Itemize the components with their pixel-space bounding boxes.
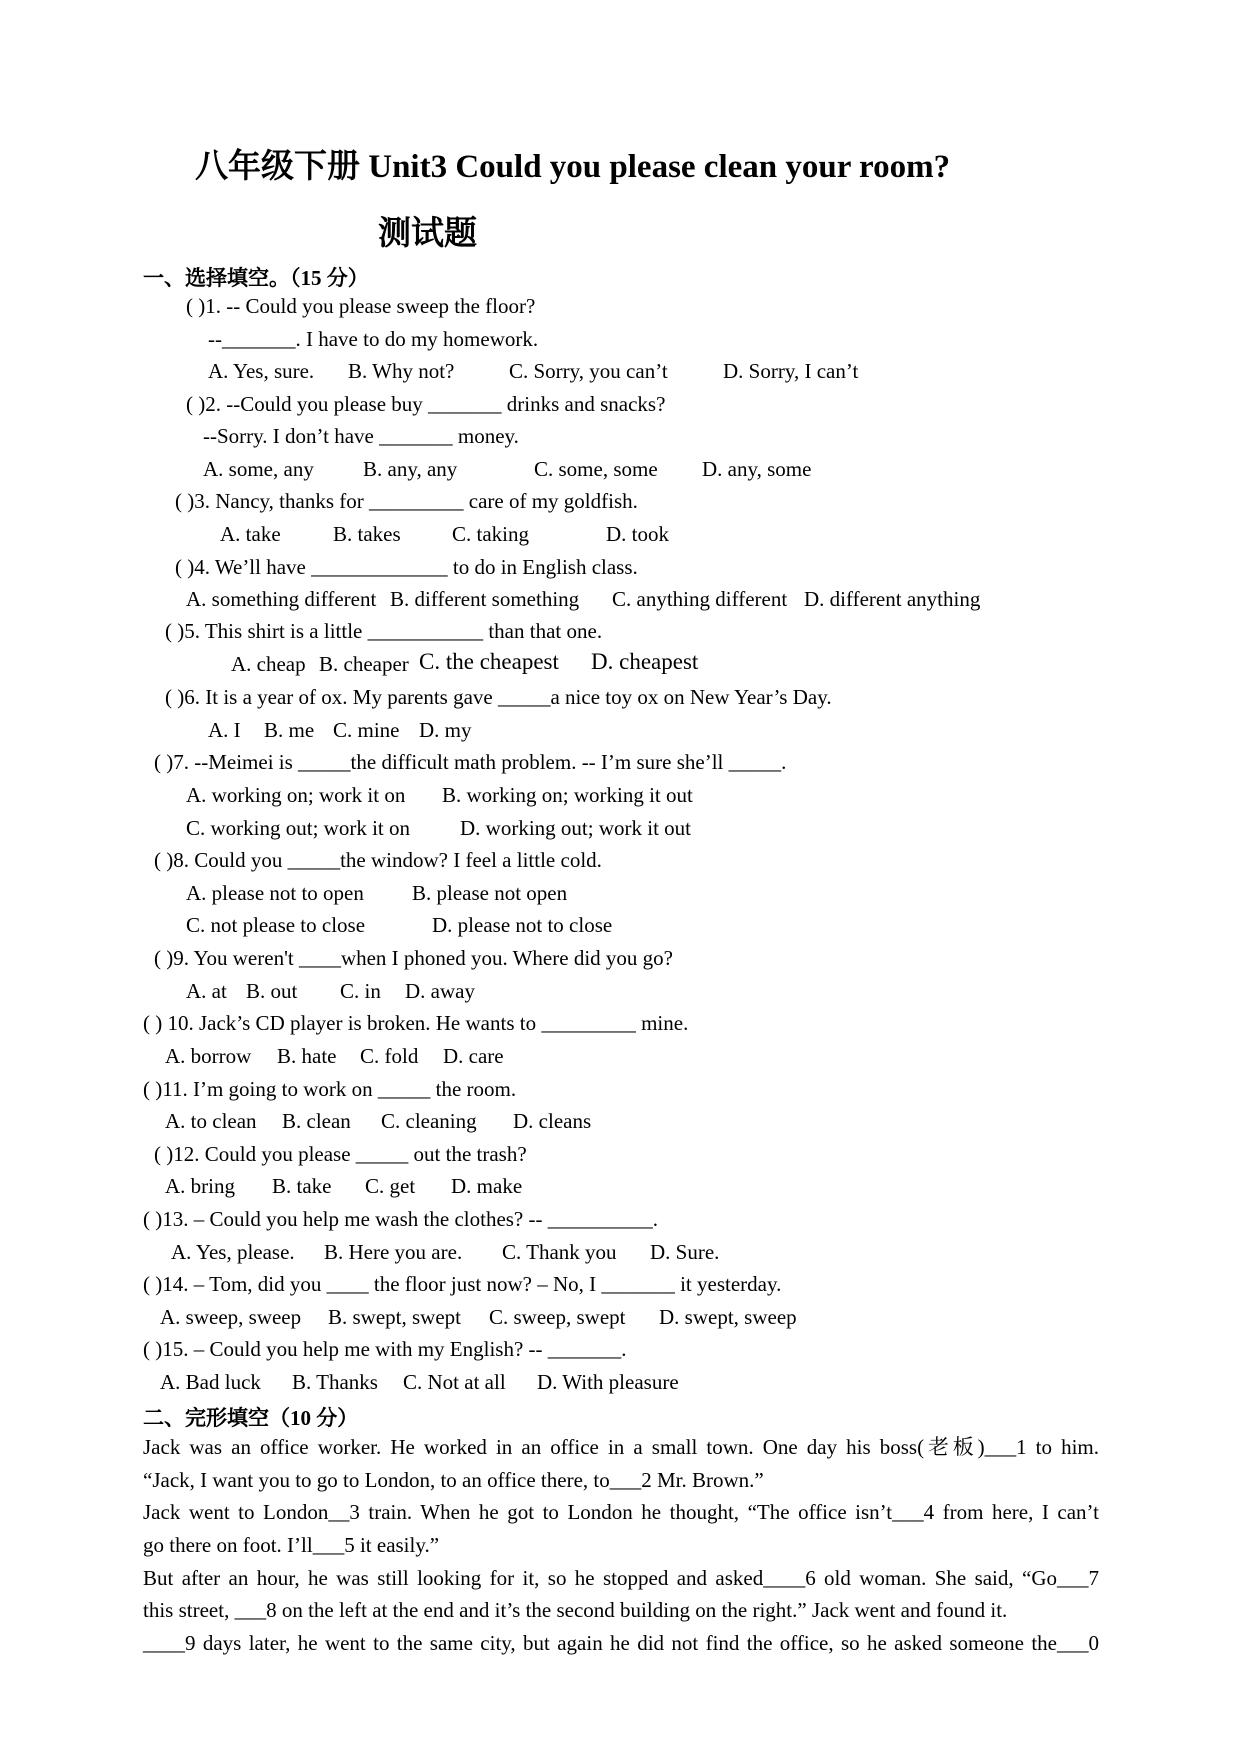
question-2-option-a: A. some, any (203, 457, 314, 481)
question-9-option-a: A. at (186, 979, 227, 1003)
question-11-option-a: A. to clean (165, 1109, 257, 1133)
question-15-option-d: D. With pleasure (537, 1370, 679, 1394)
question-4-option-b: B. different something (390, 587, 580, 611)
cloze-passage-line-2: “Jack, I want you to go to London, to an office there, to___2 Mr. Brown.” (143, 1468, 764, 1492)
question-11-option-d: D. cleans (513, 1109, 592, 1133)
question-3-option-b: B. takes (333, 522, 401, 546)
question-7-stem: ( )7. --Meimei is _____the difficult math problem. -- I’m sure she’ll _____. (154, 750, 787, 774)
question-5-option-b: B. cheaper (319, 652, 409, 676)
question-9-option-d: D. away (405, 979, 475, 1003)
question-1-option-a: A. Yes, sure. (208, 359, 315, 383)
question-3-option-d: D. took (606, 522, 669, 546)
cloze-passage-line-7: ____9 days later, he went to the same city, but again he did not find the office, so he asked someone the___0 (143, 1631, 1099, 1655)
question-14-option-d: D. swept, sweep (659, 1305, 797, 1329)
question-4-option-c: C. anything different (612, 587, 788, 611)
question-10-option-c: C. fold (360, 1044, 419, 1068)
cloze-passage-line-5: But after an hour, he was still looking for it, so he stopped and asked____6 old woman. She said, “Go___7 (143, 1566, 1099, 1590)
question-11-option-c: C. cleaning (381, 1109, 477, 1133)
question-5-option-c: C. the cheapest (419, 649, 559, 674)
question-2-stem: ( )2. --Could you please buy _______ drinks and snacks? (186, 392, 666, 416)
question-2-option-d: D. any, some (702, 457, 812, 481)
question-6-stem: ( )6. It is a year of ox. My parents gave _____a nice toy ox on New Year’s Day. (165, 685, 832, 709)
question-4-option-a: A. something different (186, 587, 377, 611)
question-15-option-a: A. Bad luck (160, 1370, 261, 1394)
question-2-option-c: C. some, some (534, 457, 658, 481)
question-12-option-b: B. take (272, 1174, 332, 1198)
question-3-option-a: A. take (220, 522, 281, 546)
question-10-option-a: A. borrow (165, 1044, 252, 1068)
question-10-stem: ( ) 10. Jack’s CD player is broken. He wants to _________ mine. (143, 1011, 689, 1035)
question-12-option-c: C. get (365, 1174, 416, 1198)
question-13-option-a: A. Yes, please. (171, 1240, 295, 1264)
question-14-option-a: A. sweep, sweep (160, 1305, 302, 1329)
question-14-option-c: C. sweep, swept (489, 1305, 626, 1329)
cloze-passage-line-4: go there on foot. I’ll___5 it easily.” (143, 1533, 440, 1557)
question-14-stem: ( )14. – Tom, did you ____ the floor just now? – No, I _______ it yesterday. (143, 1272, 782, 1296)
cloze-passage-line-6: this street, ___8 on the left at the end and it’s the second building on the right.” Jack went and found it. (143, 1598, 1008, 1622)
question-1-stem-response: --_______. I have to do my homework. (208, 327, 539, 351)
question-15-stem: ( )15. – Could you help me with my English? -- _______. (143, 1337, 627, 1361)
section-heading-cloze: 二、完形填空（10 分） (143, 1406, 359, 1430)
question-7-option-d: D. working out; work it out (460, 816, 691, 840)
question-8-option-b: B. please not open (412, 881, 568, 905)
question-8-option-c: C. not please to close (186, 913, 366, 937)
question-11-stem: ( )11. I’m going to work on _____ the room. (143, 1077, 517, 1101)
question-13-option-c: C. Thank you (502, 1240, 617, 1264)
question-5-option-d: D. cheapest (591, 649, 699, 674)
question-13-stem: ( )13. – Could you help me wash the clothes? -- __________. (143, 1207, 658, 1231)
question-6-option-d: D. my (419, 718, 472, 742)
question-10-option-d: D. care (443, 1044, 504, 1068)
question-1-stem: ( )1. -- Could you please sweep the floor? (186, 294, 536, 318)
question-3-stem: ( )3. Nancy, thanks for _________ care of my goldfish. (175, 489, 638, 513)
question-7-option-a: A. working on; work it on (186, 783, 406, 807)
question-12-stem: ( )12. Could you please _____ out the trash? (154, 1142, 527, 1166)
question-1-option-b: B. Why not? (348, 359, 455, 383)
question-11-option-b: B. clean (282, 1109, 351, 1133)
question-3-option-c: C. taking (452, 522, 529, 546)
question-7-option-c: C. working out; work it on (186, 816, 410, 840)
question-6-option-a: A. I (208, 718, 241, 742)
question-2-option-b: B. any, any (363, 457, 458, 481)
cloze-passage-line-3: Jack went to London__3 train. When he got to London he thought, “The office isn’t___4 from here, I can’t (143, 1500, 1099, 1524)
question-8-stem: ( )8. Could you _____the window? I feel a little cold. (154, 848, 602, 872)
question-1-option-c: C. Sorry, you can’t (509, 359, 668, 383)
question-4-stem: ( )4. We’ll have _____________ to do in English class. (175, 555, 638, 579)
question-13-option-d: D. Sure. (650, 1240, 720, 1264)
question-9-stem: ( )9. You weren't ____when I phoned you. Where did you go? (154, 946, 673, 970)
question-9-option-b: B. out (246, 979, 298, 1003)
question-2-stem-response: --Sorry. I don’t have _______ money. (203, 424, 519, 448)
question-12-option-a: A. bring (165, 1174, 235, 1198)
section-heading-choice: 一、选择填空。（15 分） (143, 266, 369, 290)
question-8-option-a: A. please not to open (186, 881, 364, 905)
question-7-option-b: B. working on; working it out (442, 783, 693, 807)
question-6-option-b: B. me (264, 718, 315, 742)
question-5-stem: ( )5. This shirt is a little ___________ than that one. (165, 619, 603, 643)
page-subtitle: 测试题 (378, 216, 477, 252)
page-title: 八年级下册 Unit3 Could you please clean your room? (195, 149, 951, 185)
question-6-option-c: C. mine (333, 718, 400, 742)
question-12-option-d: D. make (451, 1174, 523, 1198)
question-8-option-d: D. please not to close (432, 913, 613, 937)
question-15-option-c: C. Not at all (403, 1370, 506, 1394)
question-4-option-d: D. different anything (804, 587, 981, 611)
question-5-option-a: A. cheap (231, 652, 306, 676)
question-15-option-b: B. Thanks (292, 1370, 378, 1394)
question-13-option-b: B. Here you are. (324, 1240, 463, 1264)
question-14-option-b: B. swept, swept (328, 1305, 461, 1329)
question-1-option-d: D. Sorry, I can’t (723, 359, 859, 383)
cloze-passage-line-1: Jack was an office worker. He worked in an office in a small town. One day his boss(老板)___1 to him. (143, 1435, 1099, 1459)
question-9-option-c: C. in (340, 979, 381, 1003)
question-10-option-b: B. hate (277, 1044, 337, 1068)
